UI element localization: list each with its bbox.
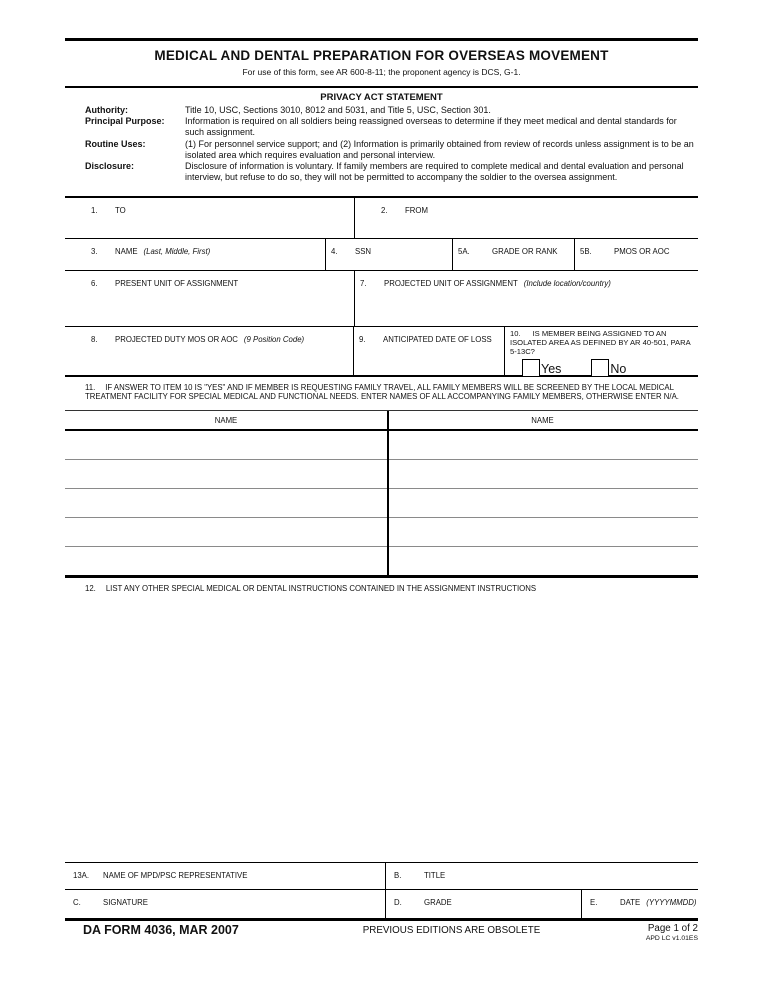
name-cell-right[interactable] [387,518,698,546]
family-members-name-table [65,410,698,578]
privacy-text: Information is required on all soldiers being reassigned overseas to determine if they meet medical and dental standards for such assignment. [185,116,677,138]
field-number: 2. [381,206,388,215]
field-label: SSN [355,247,372,256]
field-label: GRADE OR RANK [492,247,558,256]
form-footer [65,923,698,942]
form-subtitle: For use of this form, see AR 600-8-11; the proponent agency is DCS, G-1. [242,67,521,77]
field-number: 7. [360,279,367,288]
field-number: E. [590,898,598,907]
row-units-of-assignment [65,271,698,327]
top-rule [65,38,698,41]
field-number: C. [73,898,81,907]
no-checkbox[interactable] [591,359,609,377]
field-label: PRESENT UNIT OF ASSIGNMENT [115,279,239,288]
field-5a-grade-or-rank[interactable] [453,239,575,270]
field-4-ssn[interactable] [326,239,453,270]
field-13c-signature[interactable] [65,890,386,918]
name-cell-left[interactable] [65,489,387,517]
privacy-label: Disclosure: [85,161,135,172]
field-1-to[interactable] [65,198,355,238]
field-5b-pmos-or-aoc[interactable] [575,239,698,270]
field-note: (Last, Middle, First) [143,247,211,256]
privacy-text: Title 10, USC, Sections 3010, 8012 and 5031, and Title 5, USC, Section 301. [185,105,491,115]
privacy-row-disclosure [85,161,698,183]
name-table-row [65,547,698,578]
field-label: PROJECTED UNIT OF ASSIGNMENT [384,279,518,288]
name-column-header-left: NAME [214,416,238,425]
name-table-header-row [65,411,698,431]
name-cell-left[interactable] [65,460,387,488]
signature-block-grid [65,862,698,921]
field-13d-grade[interactable] [386,890,582,918]
field-12-special-instructions[interactable] [65,581,698,861]
field-9-anticipated-date-of-loss[interactable] [354,327,505,375]
field-label: PMOS OR AOC [614,247,670,256]
field-6-present-unit[interactable] [65,271,355,326]
row-signature-grade-date [65,890,698,918]
name-cell-right[interactable] [387,431,698,459]
field-13b-title[interactable] [386,863,698,889]
field-11-instruction [65,383,698,401]
field-number: B. [394,871,402,880]
name-cell-left[interactable] [65,431,387,459]
field-label: NAME [115,247,138,256]
name-table-row [65,431,698,460]
privacy-text: (1) For personnel service support; and (2) Information is primarily obtained from review of records unless assignment is to be an isolated area which requires evaluation and personal interview. [185,138,694,160]
privacy-row-authority [85,105,698,116]
name-table-row [65,518,698,547]
yes-checkbox[interactable] [522,359,540,377]
page-number: Page 1 of 2 [647,923,698,934]
field-number: D. [394,898,402,907]
field-label: SIGNATURE [103,898,148,907]
privacy-row-routine-uses [85,139,698,161]
field-number: 10. [510,329,521,338]
field-note: (YYYYMMDD) [646,898,697,907]
field-label: GRADE [424,898,452,907]
form-title: MEDICAL AND DENTAL PREPARATION FOR OVERSEAS MOVEMENT [154,48,609,63]
field-label: DATE [620,898,641,907]
name-table-center-divider [387,411,389,578]
field-label: PROJECTED DUTY MOS OR AOC [115,335,238,344]
field-number: 8. [91,335,98,344]
name-table-row [65,489,698,518]
privacy-act-title: PRIVACY ACT STATEMENT [320,92,443,103]
field-label: NAME OF MPD/PSC REPRESENTATIVE [103,871,248,880]
field-number: 1. [91,206,98,215]
field-8-projected-duty-mos[interactable] [65,327,354,375]
footer-right-block [588,923,698,942]
row-mos-loss-isolated [65,327,698,377]
field-2-from[interactable] [355,198,698,238]
field-label: TITLE [424,871,446,880]
header-divider-rule [65,86,698,88]
field-number: 11. [85,383,96,392]
privacy-act-statement [85,105,698,183]
field-number: 4. [331,247,338,256]
name-cell-right[interactable] [387,489,698,517]
field-label: FROM [405,206,428,215]
yes-no-checkbox-row [522,359,694,377]
name-column-header-right: NAME [531,416,554,425]
name-cell-right[interactable] [387,547,698,575]
field-number: 3. [91,247,98,256]
name-cell-left[interactable] [65,547,387,575]
apd-version: APD LC v1.01ES [645,935,698,942]
field-7-projected-unit[interactable] [355,271,698,326]
row-representative-title [65,863,698,890]
field-3-name[interactable] [65,239,326,270]
field-label: LIST ANY OTHER SPECIAL MEDICAL OR DENTAL INSTRUCTIONS CONTAINED IN THE ASSIGNMENT INSTRUCTIONS [105,584,537,593]
field-label: TO [115,206,126,215]
name-cell-left[interactable] [65,518,387,546]
field-number: 6. [91,279,98,288]
form-id: DA FORM 4036, MAR 2007 [83,923,239,937]
field-10-question-text [510,329,694,356]
privacy-label: Authority: [85,105,128,115]
row-name-ssn-grade-pmos [65,239,698,271]
field-number: 5B. [580,247,592,256]
yes-checkbox-label: Yes [541,362,562,377]
field-label: IS MEMBER BEING ASSIGNED TO AN ISOLATED AREA AS DEFINED BY AR 40-501, PARA 5-13C? [510,329,691,356]
privacy-label: Routine Uses: [85,138,146,149]
form-field-grid [65,196,698,377]
field-label: IF ANSWER TO ITEM 10 IS "YES" AND IF MEMBER IS REQUESTING FAMILY TRAVEL, ALL FAMILY MEMBERS WILL BE SCREENED BY THE LOCAL MEDICAL TREATMENT FACILITY FOR SPECIAL MEDICAL AND FUNCTIONAL NEEDS. ENTER NAMES OF ALL ACCOMPANYING FAMILY MEMBERS, OTHERWISE ENTER N/A. [85,383,679,401]
no-checkbox-label: No [610,362,627,377]
privacy-text: Disclosure of information is voluntary. If family members are required to complete medical and dental evaluation and personal interview, but refuse to do so, they will not be permitted to accompany the soldier to the oversea assignment. [185,161,684,183]
field-number: 5A. [458,247,470,256]
field-number: 9. [359,335,366,344]
previous-editions-note: PREVIOUS EDITIONS ARE OBSOLETE [362,925,541,936]
field-10-isolated-area-question [505,327,698,375]
name-cell-right[interactable] [387,460,698,488]
row-to-from [65,198,698,239]
field-number: 13A. [73,871,90,880]
field-note: (9 Position Code) [243,335,305,344]
name-table-row [65,460,698,489]
field-label: ANTICIPATED DATE OF LOSS [383,335,492,344]
field-13e-date[interactable] [582,890,700,918]
field-13a-name-of-mpd-psc-representative[interactable] [65,863,386,889]
field-number: 12. [85,584,96,593]
privacy-label: Principal Purpose: [85,116,165,127]
field-note: (Include location/country) [523,279,611,288]
privacy-row-principal-purpose [85,116,698,138]
